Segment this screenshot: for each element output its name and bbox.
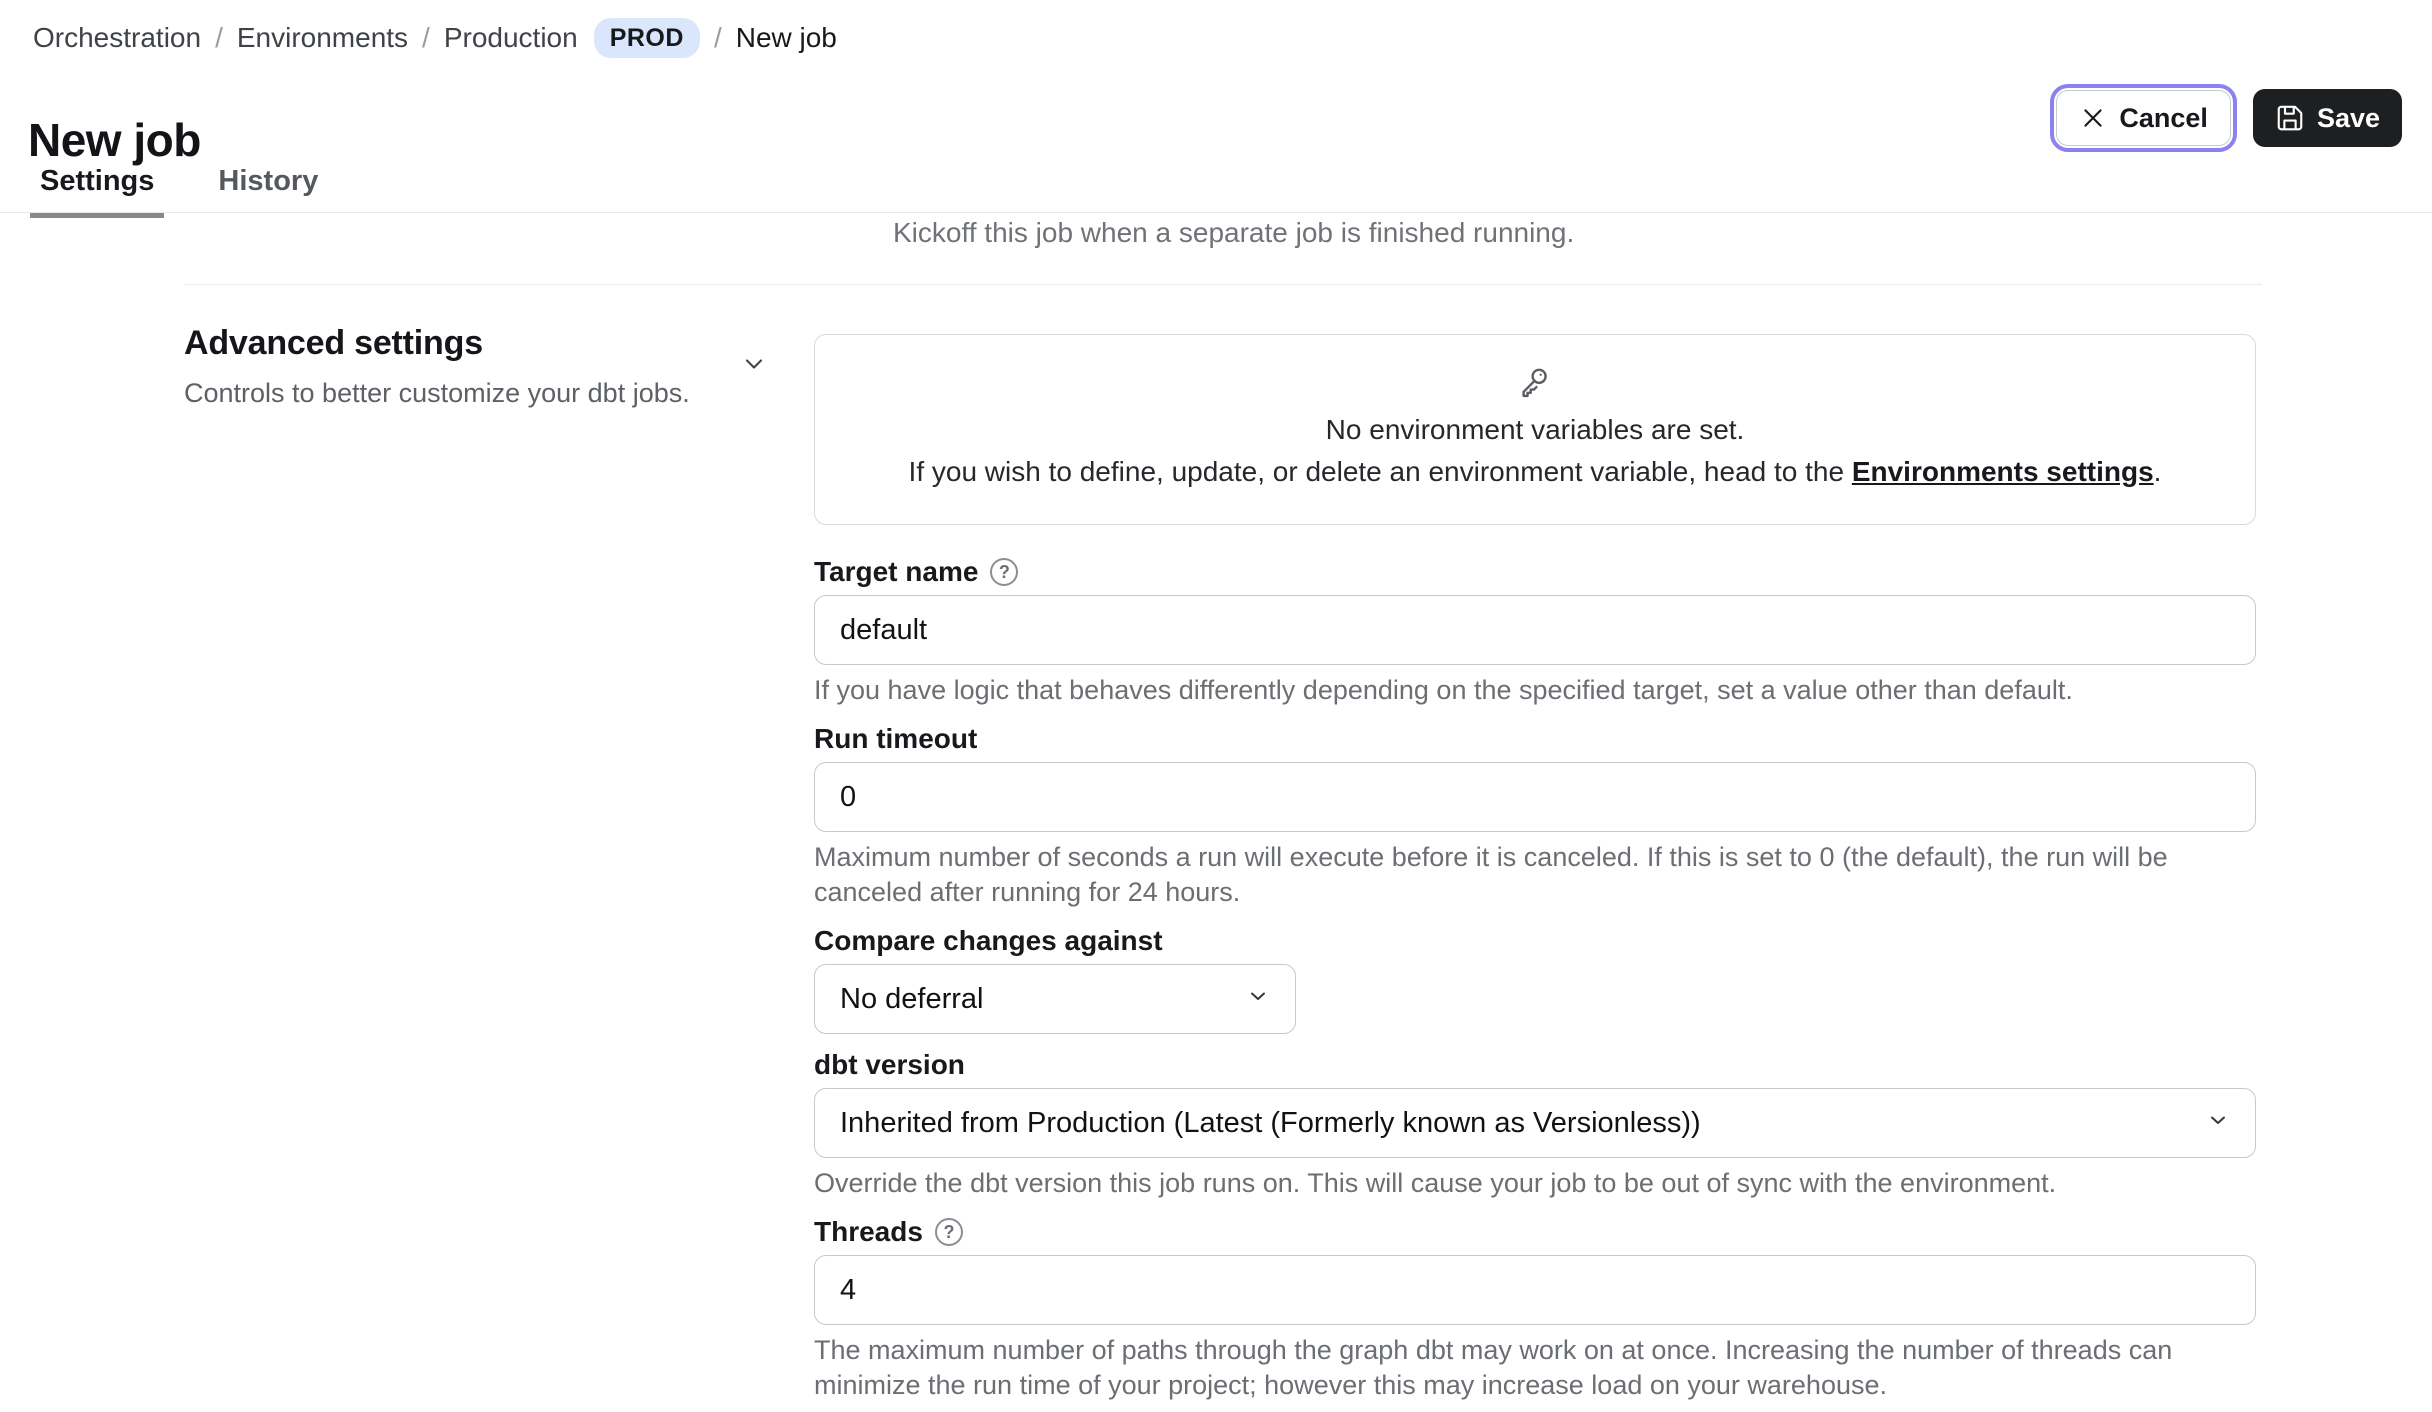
breadcrumb-separator: /: [422, 22, 430, 53]
breadcrumb-separator: /: [713, 22, 722, 53]
compare-changes-select[interactable]: [814, 964, 1296, 1034]
dbt-version-help-text: Override the dbt version this job runs on. This will cause your job to be out of sync with the environment.: [814, 1168, 2057, 1198]
breadcrumb: [33, 18, 837, 58]
dbt-version-field-group: [814, 1048, 2256, 1201]
advanced-settings-title: Advanced settings: [184, 324, 483, 362]
threads-label: Threads: [814, 1216, 923, 1247]
cancel-button-label: Cancel: [2119, 102, 2208, 133]
env-vars-empty-body-text: If you wish to define, update, or delete an environment variable, head to the: [908, 456, 1852, 487]
compare-changes-selected-value: No deferral: [840, 982, 984, 1015]
target-name-input[interactable]: [814, 595, 2256, 665]
env-vars-empty-title: No environment variables are set.: [1325, 414, 1745, 445]
tab-bar: [30, 165, 328, 218]
target-name-label-row: [814, 555, 2256, 589]
dbt-version-label: dbt version: [814, 1049, 965, 1080]
cancel-button-focus-ring: [2050, 84, 2237, 152]
threads-label-row: [814, 1215, 2256, 1249]
chevron-down-icon: [2206, 1107, 2230, 1140]
breadcrumb-item-production[interactable]: Production: [443, 22, 578, 53]
threads-input[interactable]: [814, 1255, 2256, 1325]
breadcrumb-separator: /: [215, 22, 223, 53]
environments-settings-link[interactable]: Environments settings: [1851, 456, 2154, 487]
save-button-label: Save: [2316, 102, 2380, 133]
tab-bar-divider: [0, 212, 2432, 213]
help-icon[interactable]: ?: [935, 1218, 963, 1246]
run-timeout-help-text: Maximum number of seconds a run will execute before it is canceled. If this is set to 0 (the default), the run will be canceled after running for 24 hours.: [814, 842, 2168, 907]
chevron-down-icon: [1246, 983, 1270, 1016]
breadcrumb-item-environments[interactable]: Environments: [236, 22, 409, 53]
compare-changes-field-group: [814, 924, 2256, 1034]
run-timeout-input[interactable]: [814, 762, 2256, 832]
threads-field-group: [814, 1215, 2256, 1403]
chevron-down-icon[interactable]: [740, 350, 768, 383]
x-icon: [2079, 104, 2107, 132]
advanced-settings-header: [184, 324, 729, 409]
advanced-settings-subtitle: Controls to better customize your dbt jobs.: [184, 378, 690, 408]
cancel-button[interactable]: [2056, 90, 2231, 146]
advanced-settings-form: [814, 334, 2256, 1403]
run-timeout-label-row: [814, 722, 2256, 756]
target-name-label: Target name: [814, 556, 979, 587]
floppy-save-icon: [2275, 103, 2305, 133]
compare-changes-label-row: [814, 924, 2256, 958]
breadcrumb-current-new-job: New job: [735, 22, 837, 53]
tab-history[interactable]: History: [218, 165, 319, 197]
help-icon[interactable]: ?: [990, 558, 1018, 586]
env-vars-empty-body-period: .: [2153, 456, 2162, 487]
target-name-help-text: If you have logic that behaves differently depending on the specified target, set a value other than default.: [814, 675, 2073, 705]
tab-settings[interactable]: Settings: [30, 165, 164, 218]
breadcrumb-item-orchestration[interactable]: Orchestration: [33, 22, 202, 53]
prod-environment-badge: PROD: [594, 18, 700, 58]
job-completion-trigger-description: Kickoff this job when a separate job is finished running.: [893, 217, 1575, 248]
dbt-version-select[interactable]: [814, 1088, 2256, 1158]
section-divider: [184, 284, 2262, 285]
dbt-version-selected-value: Inherited from Production (Latest (Formerly known as Versionless)): [840, 1106, 1701, 1139]
page-title: New job: [28, 113, 201, 166]
dbt-version-label-row: [814, 1048, 2256, 1082]
target-name-field-group: [814, 555, 2256, 708]
compare-changes-label: Compare changes against: [814, 925, 1163, 956]
header-actions: [2050, 84, 2402, 152]
run-timeout-label: Run timeout: [814, 723, 978, 754]
save-button[interactable]: [2253, 89, 2402, 147]
key-icon: [1516, 363, 1554, 406]
threads-help-text: The maximum number of paths through the graph dbt may work on at once. Increasing the number of threads can minimize the run time of your project; however this may increase load on your warehouse.: [814, 1335, 2173, 1400]
environment-variables-empty-state: [814, 334, 2256, 525]
run-timeout-field-group: [814, 722, 2256, 910]
env-vars-empty-body: [875, 454, 2195, 490]
